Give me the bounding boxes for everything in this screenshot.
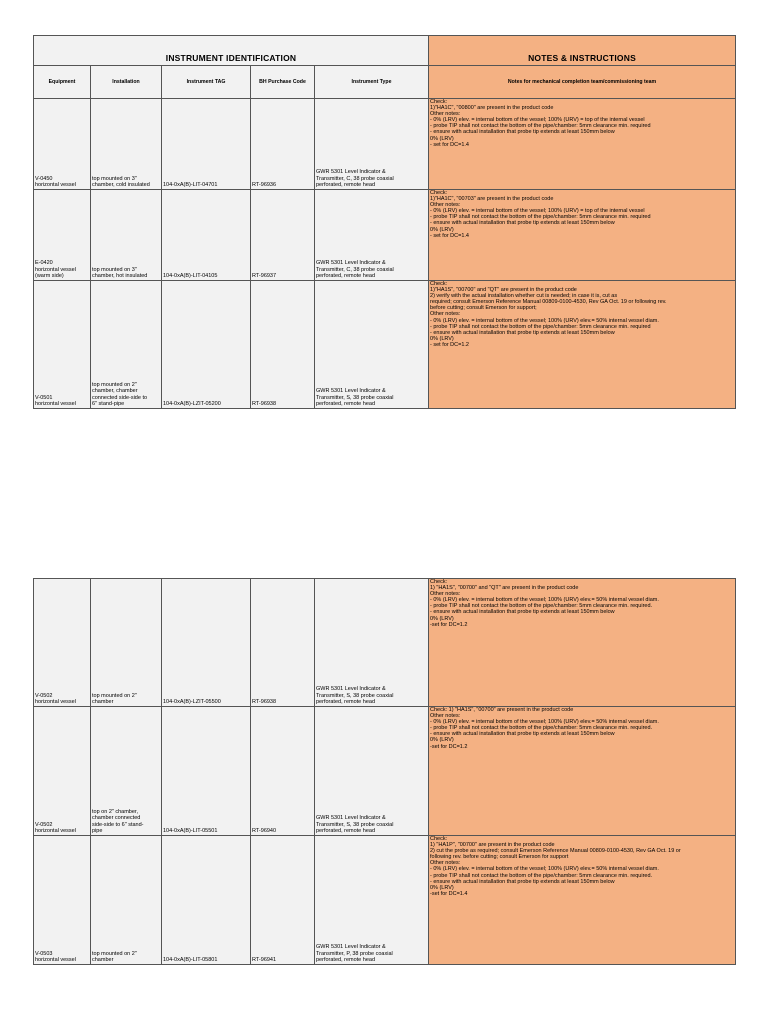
column-header-instrument-tag: Instrument TAG xyxy=(162,66,251,99)
instrument-type-cell: GWR 5301 Level Indicator & Transmitter, C, 38 probe coaxial perforated, remote head xyxy=(315,190,429,281)
installation-cell: top mounted on 3" chamber, cold insulated xyxy=(91,99,162,190)
purchase-code-cell: RT-96937 xyxy=(251,190,315,281)
installation-cell: top mounted on 2" chamber xyxy=(91,579,162,707)
instrument-type-cell: GWR 5301 Level Indicator & Transmitter, P, 38 probe coaxial perforated, remote head xyxy=(315,836,429,965)
purchase-code-cell: RT-96936 xyxy=(251,99,315,190)
instrument-type-cell: GWR 5301 Level Indicator & Transmitter, C, 38 probe coaxial perforated, remote head xyxy=(315,99,429,190)
column-header-purchase-code: BH Purchase Code xyxy=(251,66,315,99)
notes-cell: Check: 1)"HA1S", "00700" and "QT" are present in the product code 2) verify with the actual installation whether cut is needed; in case it is, cut as required; consult Emerson Reference Manual 00809-0100-4530, Rev GA Oct. 19 or following rev. before cutting; consult Emerson for support; Other notes: - 0% (LRV) elev. = internal bottom of the vessel; 100% (URV) elev.= 50% internal vessel diam. - probe TIP shall not contact the bottom of the pipe/chamber: 5mm clearance min. required - ensure with actual installation that probe tip extends at least 150mm below 0% (LRV) - set for DC=1.2 xyxy=(429,281,736,409)
equipment-cell: V-0502 horizontal vessel xyxy=(34,579,91,707)
table-row xyxy=(34,836,736,965)
column-header-equipment: Equipment xyxy=(34,66,91,99)
installation-cell: top mounted on 2" chamber xyxy=(91,836,162,965)
equipment-cell: V-0501 horizontal vessel xyxy=(34,281,91,409)
purchase-code-cell: RT-96938 xyxy=(251,281,315,409)
installation-cell: top on 2" chamber, chamber connected side-side to 6" stand- pipe xyxy=(91,707,162,836)
column-header-instrument-type: Instrument Type xyxy=(315,66,429,99)
purchase-code-cell: RT-96941 xyxy=(251,836,315,965)
instrument-table-1 xyxy=(33,35,736,409)
installation-cell: top mounted on 3" chamber, hot insulated xyxy=(91,190,162,281)
instrument-type-cell: GWR 5301 Level Indicator & Transmitter, S, 38 probe coaxial perforated, remote head xyxy=(315,281,429,409)
notes-cell: Check: 1)"HA1C", "00800" are present in the product code Other notes: - 0% (LRV) elev. = internal bottom of the vessel; 100% (URV) = top of the internal vessel - probe TIP shall not contact the bottom of the pipe/chamber: 5mm clearance min. required - ensure with actual installation that probe tip extends at least 150mm below 0% (LRV) - set for DC=1.4 xyxy=(429,99,736,190)
column-header-notes: Notes for mechanical completion team/commissioning team xyxy=(429,66,736,99)
table-row xyxy=(34,579,736,707)
instrument-type-cell: GWR 5301 Level Indicator & Transmitter, S, 38 probe coaxial perforated, remote head xyxy=(315,707,429,836)
column-header-installation: Installation xyxy=(91,66,162,99)
purchase-code-cell: RT-96940 xyxy=(251,707,315,836)
instrument-type-cell: GWR 5301 Level Indicator & Transmitter, S, 38 probe coaxial perforated, remote head xyxy=(315,579,429,707)
instrument-tag-cell: 104-0xA(B)-LZIT-05200 xyxy=(162,281,251,409)
table-row xyxy=(34,99,736,190)
instrument-tag-cell: 104-0xA(B)-LZIT-05500 xyxy=(162,579,251,707)
table-row xyxy=(34,707,736,836)
instrument-table-2 xyxy=(33,578,736,965)
table-row xyxy=(34,281,736,409)
instrument-tag-cell: 104-0xA(B)-LIT-04105 xyxy=(162,190,251,281)
notes-cell: Check: 1) "HA1S", "00700" and "QT" are present in the product code Other notes: - 0% (LRV) elev. = internal bottom of the vessel; 100% (URV) elev.= 50% internal vessel diam. - probe TIP shall not contact the bottom of the pipe/chamber: 5mm clearance min. required. - ensure with actual installation that probe tip extends at least 150mm below 0% (LRV) -set for DC=1.2 xyxy=(429,579,736,707)
notes-cell: Check: 1) "HA1S", "00700" are present in the product code Other notes: - 0% (LRV) elev. = internal bottom of the vessel; 100% (URV) elev.= 50% internal vessel diam. - probe TIP shall not contact the bottom of the pipe/chamber: 5mm clearance min. required. - ensure with actual installation that probe tip extends at least 150mm below 0% (LRV) -set for DC=1.2 xyxy=(429,707,736,836)
instrument-tag-cell: 104-0xA(B)-LIT-05501 xyxy=(162,707,251,836)
instrument-identification-header: INSTRUMENT IDENTIFICATION xyxy=(34,36,429,66)
equipment-cell: V-0503 horizontal vessel xyxy=(34,836,91,965)
equipment-cell: V-0450 horizontal vessel xyxy=(34,99,91,190)
purchase-code-cell: RT-96938 xyxy=(251,579,315,707)
notes-cell: Check: 1) "HA1P", "00700" are present in the product code 2) cut the probe as required; consult Emerson Reference Manual 00809-0100-4530, Rev GA Oct. 19 or following rev. before cutting; consult Emerson for support Other notes: - 0% (LRV) elev. = internal bottom of the vessel; 100% (URV) elev.= 50% internal vessel diam. - probe TIP shall not contact the bottom of the pipe/chamber: 5mm clearance min. required. - ensure with actual installation that probe tip extends at least 150mm below 0% (LRV) -set for DC=1.4 xyxy=(429,836,736,965)
notes-instructions-header: NOTES & INSTRUCTIONS xyxy=(429,36,736,66)
equipment-cell: E-0420 horizontal vessel (warm side) xyxy=(34,190,91,281)
instrument-tag-cell: 104-0xA(B)-LIT-04701 xyxy=(162,99,251,190)
notes-cell: Check: 1)"HA1C", "00703" are present in the product code Other notes: - 0% (LRV) elev. = internal bottom of the vessel; 100% (URV) = top of the internal vessel - probe TIP shall not contact the bottom of the pipe/chamber: 5mm clearance min. required - ensure with actual installation that probe tip extends at least 150mm below 0% (LRV) - set for DC=1.4 xyxy=(429,190,736,281)
installation-cell: top mounted on 2" chamber, chamber connected side-side to 6" stand-pipe xyxy=(91,281,162,409)
table-row xyxy=(34,190,736,281)
instrument-tag-cell: 104-0xA(B)-LIT-05801 xyxy=(162,836,251,965)
equipment-cell: V-0502 horizontal vessel xyxy=(34,707,91,836)
